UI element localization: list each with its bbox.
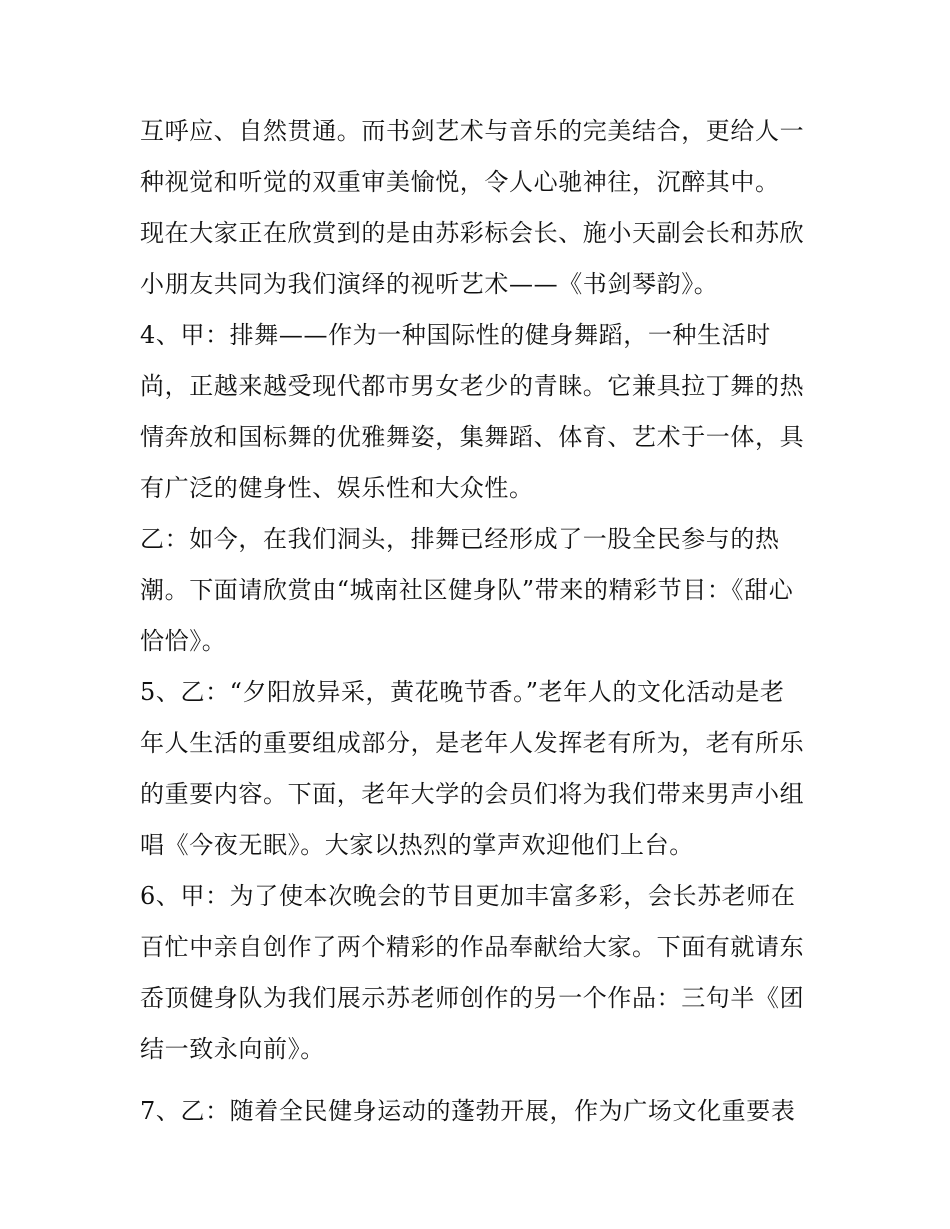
text-line: 年人生活的重要组成部分，是老年人发挥老有所为，老有所乐 (140, 729, 805, 757)
text-line: 尚，正越来越受现代都市男女老少的青睐。它兼具拉丁舞的热 (140, 372, 805, 400)
text-line: 情奔放和国标舞的优雅舞姿，集舞蹈、体育、艺术于一体，具 (140, 423, 805, 451)
text-line: 4、甲：排舞——作为一种国际性的健身舞蹈，一种生活时 (140, 321, 771, 349)
text-line: 6、甲：为了使本次晚会的节目更加丰富多彩，会长苏老师在 (140, 882, 796, 910)
text-line: 种视觉和听觉的双重审美愉悦，令人心驰神往，沉醉其中。 (140, 168, 780, 196)
paragraph-gap (140, 1075, 820, 1086)
text-line: 恰恰》。 (140, 627, 227, 655)
text-line: 5、乙：“夕阳放异采，黄花晚节香。”老年人的文化活动是老 (140, 678, 785, 706)
text-line: 潮。下面请欣赏由“城南社区健身队”带来的精彩节目：《甜心 (140, 576, 794, 604)
text-line: 乙：如今，在我们洞头，排舞已经形成了一股全民参与的热 (140, 525, 780, 553)
text-line: 互呼应、自然贯通。而书剑艺术与音乐的完美结合，更给人一 (140, 117, 805, 145)
text-line: 小朋友共同为我们演绎的视听艺术——《书剑琴韵》。 (140, 270, 719, 298)
text-line: 7、乙：随着全民健身运动的蓬勃开展，作为广场文化重要表 (140, 1097, 796, 1125)
text-line: 唱《今夜无眠》。大家以热烈的掌声欢迎他们上台。 (140, 831, 694, 859)
text-line: 百忙中亲自创作了两个精彩的作品奉献给大家。下面有就请东 (140, 933, 805, 961)
text-line: 的重要内容。下面，老年大学的会员们将为我们带来男声小组 (140, 780, 805, 808)
text-line: 结一致永向前》。 (140, 1035, 325, 1063)
text-line: 岙顶健身队为我们展示苏老师创作的另一个作品：三句半《团 (140, 984, 805, 1012)
text-line: 有广泛的健身性、娱乐性和大众性。 (140, 474, 534, 502)
document-body (140, 106, 820, 1137)
text-line: 现在大家正在欣赏到的是由苏彩标会长、施小天副会长和苏欣 (140, 219, 805, 247)
